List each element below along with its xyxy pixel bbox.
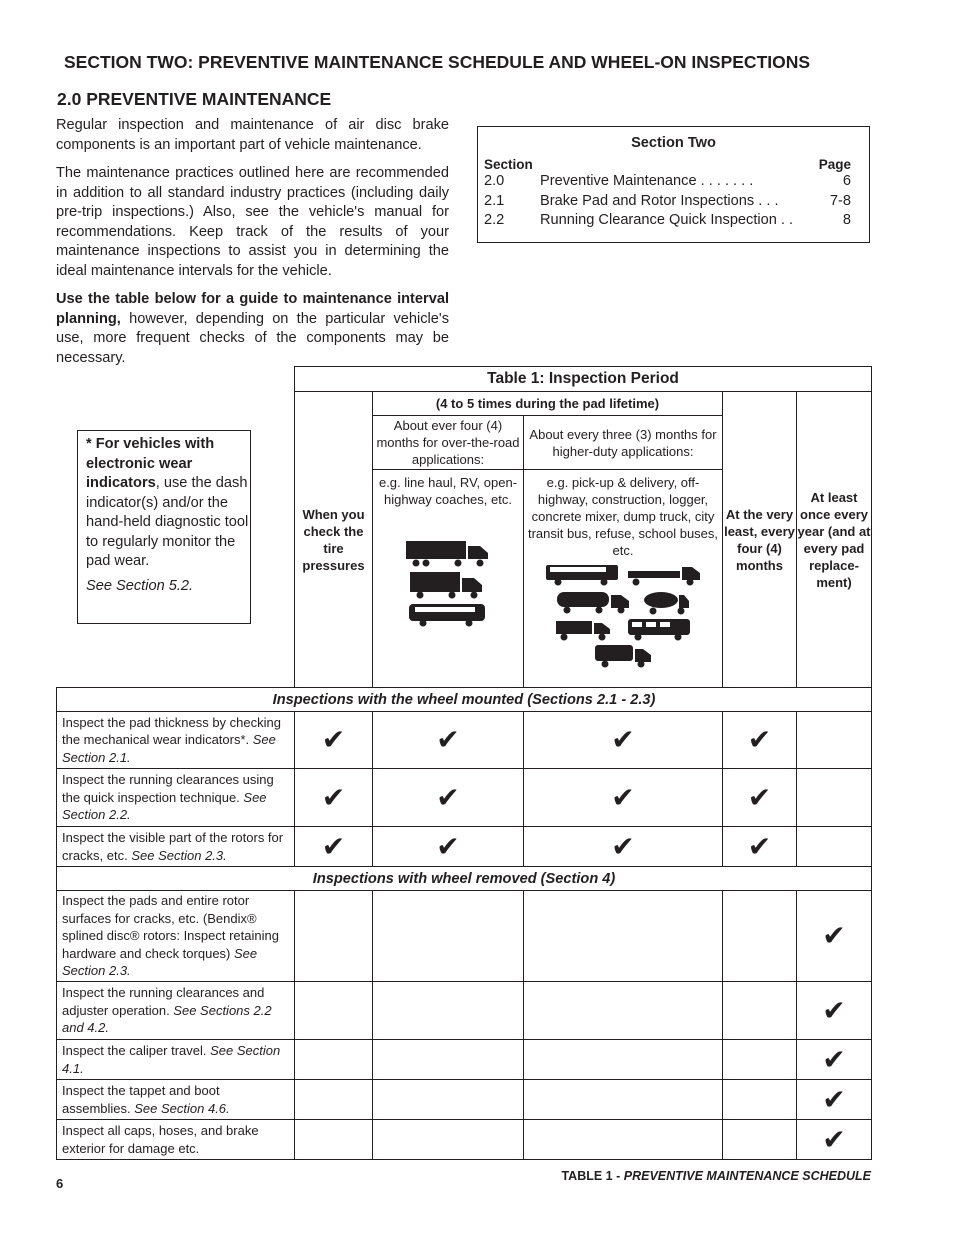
check-mark-icon: ✔ (373, 827, 524, 867)
empty-cell (373, 1080, 524, 1120)
table-row (57, 1120, 872, 1160)
empty-cell (797, 712, 872, 769)
empty-cell (373, 891, 524, 982)
over-the-road-text: e.g. line haul, RV, open-highway coaches, etc. (378, 475, 518, 507)
inspection-text: Inspect the caliper travel. (62, 1043, 211, 1059)
inspection-text: Inspect the running clearances and adjuster operation. (62, 985, 265, 1018)
table-row (57, 891, 872, 982)
contents-page: 7-8 (829, 192, 851, 209)
check-mark-icon: ✔ (723, 769, 797, 827)
section-heading: SECTION TWO: PREVENTIVE MAINTENANCE SCHEDULE AND WHEEL-ON INSPECTIONS (64, 52, 811, 72)
empty-cell (295, 1040, 373, 1080)
empty-cell (295, 1080, 373, 1120)
intro-paragraph: Regular inspection and maintenance of air disc brake components is an important part of vehicle maintenance. (56, 117, 449, 153)
coach-bus-icon (407, 602, 489, 628)
school-bus-icon (544, 563, 622, 587)
empty-cell (295, 982, 373, 1040)
empty-cell (524, 891, 723, 982)
contents-title: Section Two (631, 135, 716, 151)
box-truck-icon (408, 570, 488, 600)
inspection-see-ref: See Section 4.1. (62, 1043, 281, 1076)
empty-cell (524, 982, 723, 1040)
inspection-description (57, 769, 295, 827)
empty-cell (373, 1040, 524, 1080)
check-mark-icon: ✔ (295, 827, 373, 867)
note-rest: , use the dash indicator(s) and/or the hand-held diagnostic tool to regularly monitor the pad wear. (86, 475, 249, 569)
inspection-text: Inspect the visible part of the rotors for cracks, etc. (62, 830, 284, 863)
empty-cell (524, 1040, 723, 1080)
inspection-see-ref: See Section 2.1. (62, 732, 276, 765)
semi-truck-icon (404, 538, 492, 568)
contents-row[interactable] (478, 192, 869, 212)
check-mark-icon: ✔ (797, 891, 872, 982)
col-four-months: About ever four (4) months for over-the-road applications: (373, 416, 524, 470)
page-number: 6 (56, 1176, 64, 1191)
contents-row[interactable] (478, 211, 869, 231)
empty-cell (295, 891, 373, 982)
table-row (57, 982, 872, 1040)
inspection-description (57, 712, 295, 769)
flatbed-truck-icon (626, 563, 702, 587)
electronic-wear-note (77, 430, 251, 624)
col-tire-pressure: When you check the tire pressures (295, 392, 373, 688)
caption-prefix: TABLE 1 - (561, 1169, 624, 1183)
check-mark-icon: ✔ (797, 1080, 872, 1120)
inspection-see-ref: See Section 2.3. (131, 847, 227, 863)
empty-cell (723, 982, 797, 1040)
transit-bus-icon (626, 617, 692, 641)
contents-page: 8 (842, 212, 851, 228)
contents-page: 6 (842, 173, 851, 189)
empty-cell (797, 827, 872, 867)
inspection-text: Inspect the pad thickness by checking the mechanical wear indicators*. (62, 714, 281, 748)
empty-cell (723, 891, 797, 982)
check-mark-icon: ✔ (797, 982, 872, 1040)
tanker-truck-icon (555, 589, 633, 615)
check-mark-icon: ✔ (295, 769, 373, 827)
inspection-text: Inspect the pads and entire rotor surfaces for cracks, etc. (Bendix® splined disc® rotors: Inspect retaining hardware and check torques) (62, 893, 279, 961)
empty-cell (524, 1120, 723, 1160)
contents-label: Brake Pad and Rotor Inspections . . . (540, 192, 779, 209)
contents-label: Preventive Maintenance . . . . . . . (540, 173, 754, 189)
higher-duty-examples (524, 470, 723, 688)
empty-cell (373, 982, 524, 1040)
empty-cell (723, 1040, 797, 1080)
contents-num: 2.2 (484, 212, 505, 228)
col-three-months: About every three (3) months for higher-duty applications: (524, 416, 723, 470)
check-mark-icon: ✔ (524, 769, 723, 827)
contents-label: Running Clearance Quick Inspection . . (540, 212, 794, 228)
check-mark-icon: ✔ (524, 712, 723, 769)
inspection-description (57, 827, 295, 867)
practices-paragraph: The maintenance practices outlined here are recommended in addition to all standard industry practices (including daily pre-trip inspections.) Also, see the vehicle's manual for recommendations. Keep track of the results of your maintenance inspections to assist you in determining the ideal maintenance intervals for the vehicle. (56, 165, 449, 279)
pad-lifetime-header: (4 to 5 times during the pad lifetime) (373, 392, 723, 416)
inspection-see-ref: See Section 2.2. (62, 789, 267, 823)
dump-truck-icon (554, 617, 612, 641)
inspection-see-ref: See Sections 2.2 and 4.2. (62, 1002, 272, 1036)
inspection-description (57, 891, 295, 982)
contents-num: 2.1 (484, 192, 505, 209)
check-mark-icon: ✔ (797, 1120, 872, 1160)
table-row (57, 712, 872, 769)
check-mark-icon: ✔ (524, 827, 723, 867)
empty-cell (524, 1080, 723, 1120)
inspection-description (57, 1120, 295, 1160)
table-row (57, 1080, 872, 1120)
inspection-description (57, 982, 295, 1040)
inspection-see-ref: See Section 2.3. (62, 945, 258, 979)
check-mark-icon: ✔ (797, 1040, 872, 1080)
inspection-see-ref: See Section 4.6. (134, 1100, 230, 1116)
over-the-road-examples (373, 470, 524, 688)
empty-cell (723, 1080, 797, 1120)
check-mark-icon: ✔ (373, 769, 524, 827)
table-row (57, 769, 872, 827)
empty-cell (295, 1120, 373, 1160)
contents-section-header: Section (484, 157, 533, 172)
contents-page-header: Page (818, 157, 851, 172)
concrete-mixer-icon (641, 589, 691, 615)
table-row (57, 827, 872, 867)
table-guide-rest: however, depending on the particular vehicle's use, more frequent checks of the components may be necessary. (56, 310, 449, 366)
empty-cell (797, 769, 872, 827)
higher-duty-text: e.g. pick-up & delivery, off-highway, construction, logger, concrete mixer, dump truck, city transit bus, refuse, school buses, etc. (527, 475, 719, 558)
check-mark-icon: ✔ (723, 712, 797, 769)
contents-row[interactable] (478, 172, 869, 192)
table-title: Table 1: Inspection Period (295, 367, 872, 392)
refuse-truck-icon (593, 643, 653, 669)
caption-title: PREVENTIVE MAINTENANCE SCHEDULE (623, 1169, 871, 1183)
empty-cell (373, 1120, 524, 1160)
check-mark-icon: ✔ (295, 712, 373, 769)
inspection-text: Inspect the tappet and boot assemblies. (62, 1083, 220, 1116)
note-bold: * For vehicles with electronic wear indicators (86, 436, 215, 491)
contents-num: 2.0 (484, 173, 505, 189)
removed-section-header: Inspections with wheel removed (Section 4) (57, 867, 872, 891)
table-caption (561, 1169, 871, 1183)
inspection-description (57, 1040, 295, 1080)
section-contents-box (477, 126, 870, 243)
col-very-least: At the very least, every four (4) months (723, 392, 797, 688)
inspection-text: Inspect the running clearances using the quick inspection technique. (62, 772, 274, 805)
table-guide-bold: Use the table below for a guide to maintenance interval planning, (56, 291, 449, 327)
table-row (57, 1040, 872, 1080)
check-mark-icon: ✔ (373, 712, 524, 769)
empty-cell (723, 1120, 797, 1160)
inspection-text: Inspect all caps, hoses, and brake exterior for damage etc. (62, 1123, 259, 1156)
mounted-section-header: Inspections with the wheel mounted (Sections 2.1 - 2.3) (57, 688, 872, 712)
table-guide-paragraph (56, 290, 449, 368)
subsection-heading: 2.0 PREVENTIVE MAINTENANCE (57, 89, 332, 109)
inspection-description (57, 1080, 295, 1120)
note-see: See Section 5.2. (86, 577, 194, 594)
check-mark-icon: ✔ (723, 827, 797, 867)
col-yearly: At least once every year (and at every pad replace-ment) (797, 392, 872, 688)
